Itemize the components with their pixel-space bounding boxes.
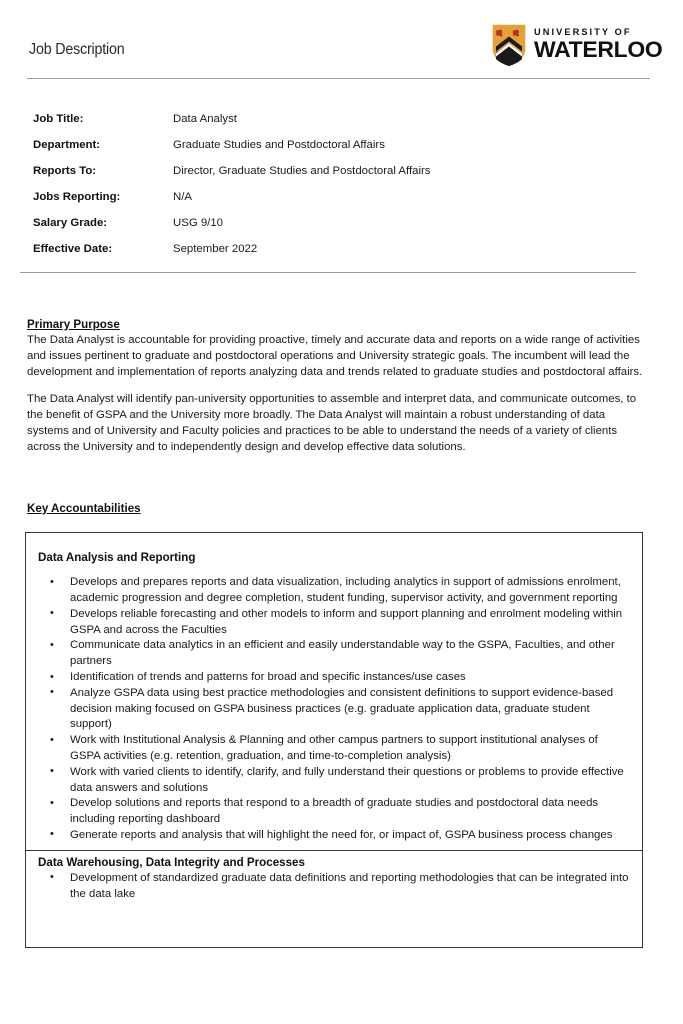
info-label-job-title: Job Title:: [33, 113, 84, 125]
table-divider: [20, 272, 636, 273]
list-item: • Development of standardized graduate data definitions and reporting methodologies that can be integrated into the data lake: [38, 871, 630, 903]
info-value-reports-to: Director, Graduate Studies and Postdoctoral Affairs: [173, 165, 431, 177]
logo-line-university: UNIVERSITY OF: [534, 27, 632, 38]
accountability-group-data-warehousing: [26, 850, 642, 909]
table-row: [33, 190, 633, 216]
list-item: • Work with Institutional Analysis & Planning and other campus partners to support institutional analyses of GSPA activities (e.g. retention, graduation, and time-to-completion analysis): [38, 733, 630, 765]
info-label-salary-grade: Salary Grade:: [33, 217, 108, 229]
logo-wordmark: [534, 27, 663, 63]
primary-purpose-heading: Primary Purpose: [27, 318, 120, 331]
section-key-accountabilities: [27, 501, 643, 517]
table-row: [33, 112, 633, 138]
table-row: [33, 164, 633, 190]
info-label-effective-date: Effective Date:: [33, 243, 113, 255]
group-title-data-analysis: Data Analysis and Reporting: [38, 551, 196, 564]
list-item: • Develops reliable forecasting and other models to inform and support planning and enrolment modeling within GSPA and across the Faculties: [38, 607, 630, 639]
table-row: [33, 138, 633, 164]
list-item: • Work with varied clients to identify, clarify, and fully understand their questions or problems to provide effective data answers and solutions: [38, 765, 630, 797]
primary-purpose-paragraph-1: The Data Analyst is accountable for providing proactive, timely and accurate data and reports on a wide range of activities and issues pertinent to graduate and postdoctoral operations and University strategic goals. The incumbent will lead the development and implementation of reports analyzing data and trends related to graduate studies and postdoctoral affairs.: [27, 333, 643, 378]
list-item: • Identification of trends and patterns for broad and specific instances/use cases: [38, 670, 630, 686]
list-item: • Communicate data analytics in an efficient and easily understandable way to the GSPA, Faculties, and other partners: [38, 638, 630, 670]
table-row: [33, 216, 633, 242]
info-value-salary-grade: USG 9/10: [173, 217, 224, 229]
primary-purpose-paragraph-2: The Data Analyst will identify pan-university opportunities to assemble and interpret data, and communicate outcomes, to the benefit of GSPA and the University more broadly. The Data Analyst will maintain a robust understanding of data systems and of University and Faculty policies and practices to be able to understand the needs of a variety of clients across the University and to independently design and develop effective data solutions.: [27, 393, 637, 453]
info-value-job-title: Data Analyst: [173, 113, 237, 125]
list-item: • Develop solutions and reports that respond to a breadth of graduate studies and postdoctoral data needs including reporting dashboard: [38, 796, 630, 828]
key-accountabilities-heading: Key Accountabilities: [27, 502, 141, 515]
table-row: [33, 242, 633, 268]
info-value-effective-date: September 2022: [173, 243, 258, 255]
group-title-data-warehousing: Data Warehousing, Data Integrity and Processes: [38, 855, 305, 869]
accountabilities-box: [25, 532, 643, 948]
header-divider: [27, 78, 650, 79]
list-item: • Analyze GSPA data using best practice methodologies and consistent definitions to support evidence-based decision making focused on GSPA business practices (e.g. graduate application data, graduate student support): [38, 686, 630, 733]
logo-line-waterloo: WATERLOO: [534, 37, 663, 63]
job-info-table: [33, 112, 633, 268]
accountability-list-data-warehousing: [38, 871, 630, 903]
waterloo-shield-icon: [491, 23, 527, 68]
document-header: [0, 0, 683, 80]
info-value-department: Graduate Studies and Postdoctoral Affairs: [173, 139, 385, 151]
accountability-group-data-analysis: [26, 533, 642, 850]
info-label-reports-to: Reports To:: [33, 165, 97, 177]
list-item: • Generate reports and analysis that will highlight the need for, or impact of, GSPA business process changes: [38, 828, 630, 844]
info-value-jobs-reporting: N/A: [173, 191, 192, 203]
university-logo: [491, 22, 663, 68]
info-label-jobs-reporting: Jobs Reporting:: [33, 191, 121, 203]
accountability-list-data-analysis: [38, 575, 630, 844]
page-title: Job Description: [29, 41, 125, 58]
list-item: • Develops and prepares reports and data visualization, including analytics in support of admissions enrolment, academic progression and degree completion, student funding, supervisor activity, and government reporting: [38, 575, 630, 607]
info-label-department: Department:: [33, 139, 101, 151]
section-primary-purpose: [27, 317, 643, 456]
